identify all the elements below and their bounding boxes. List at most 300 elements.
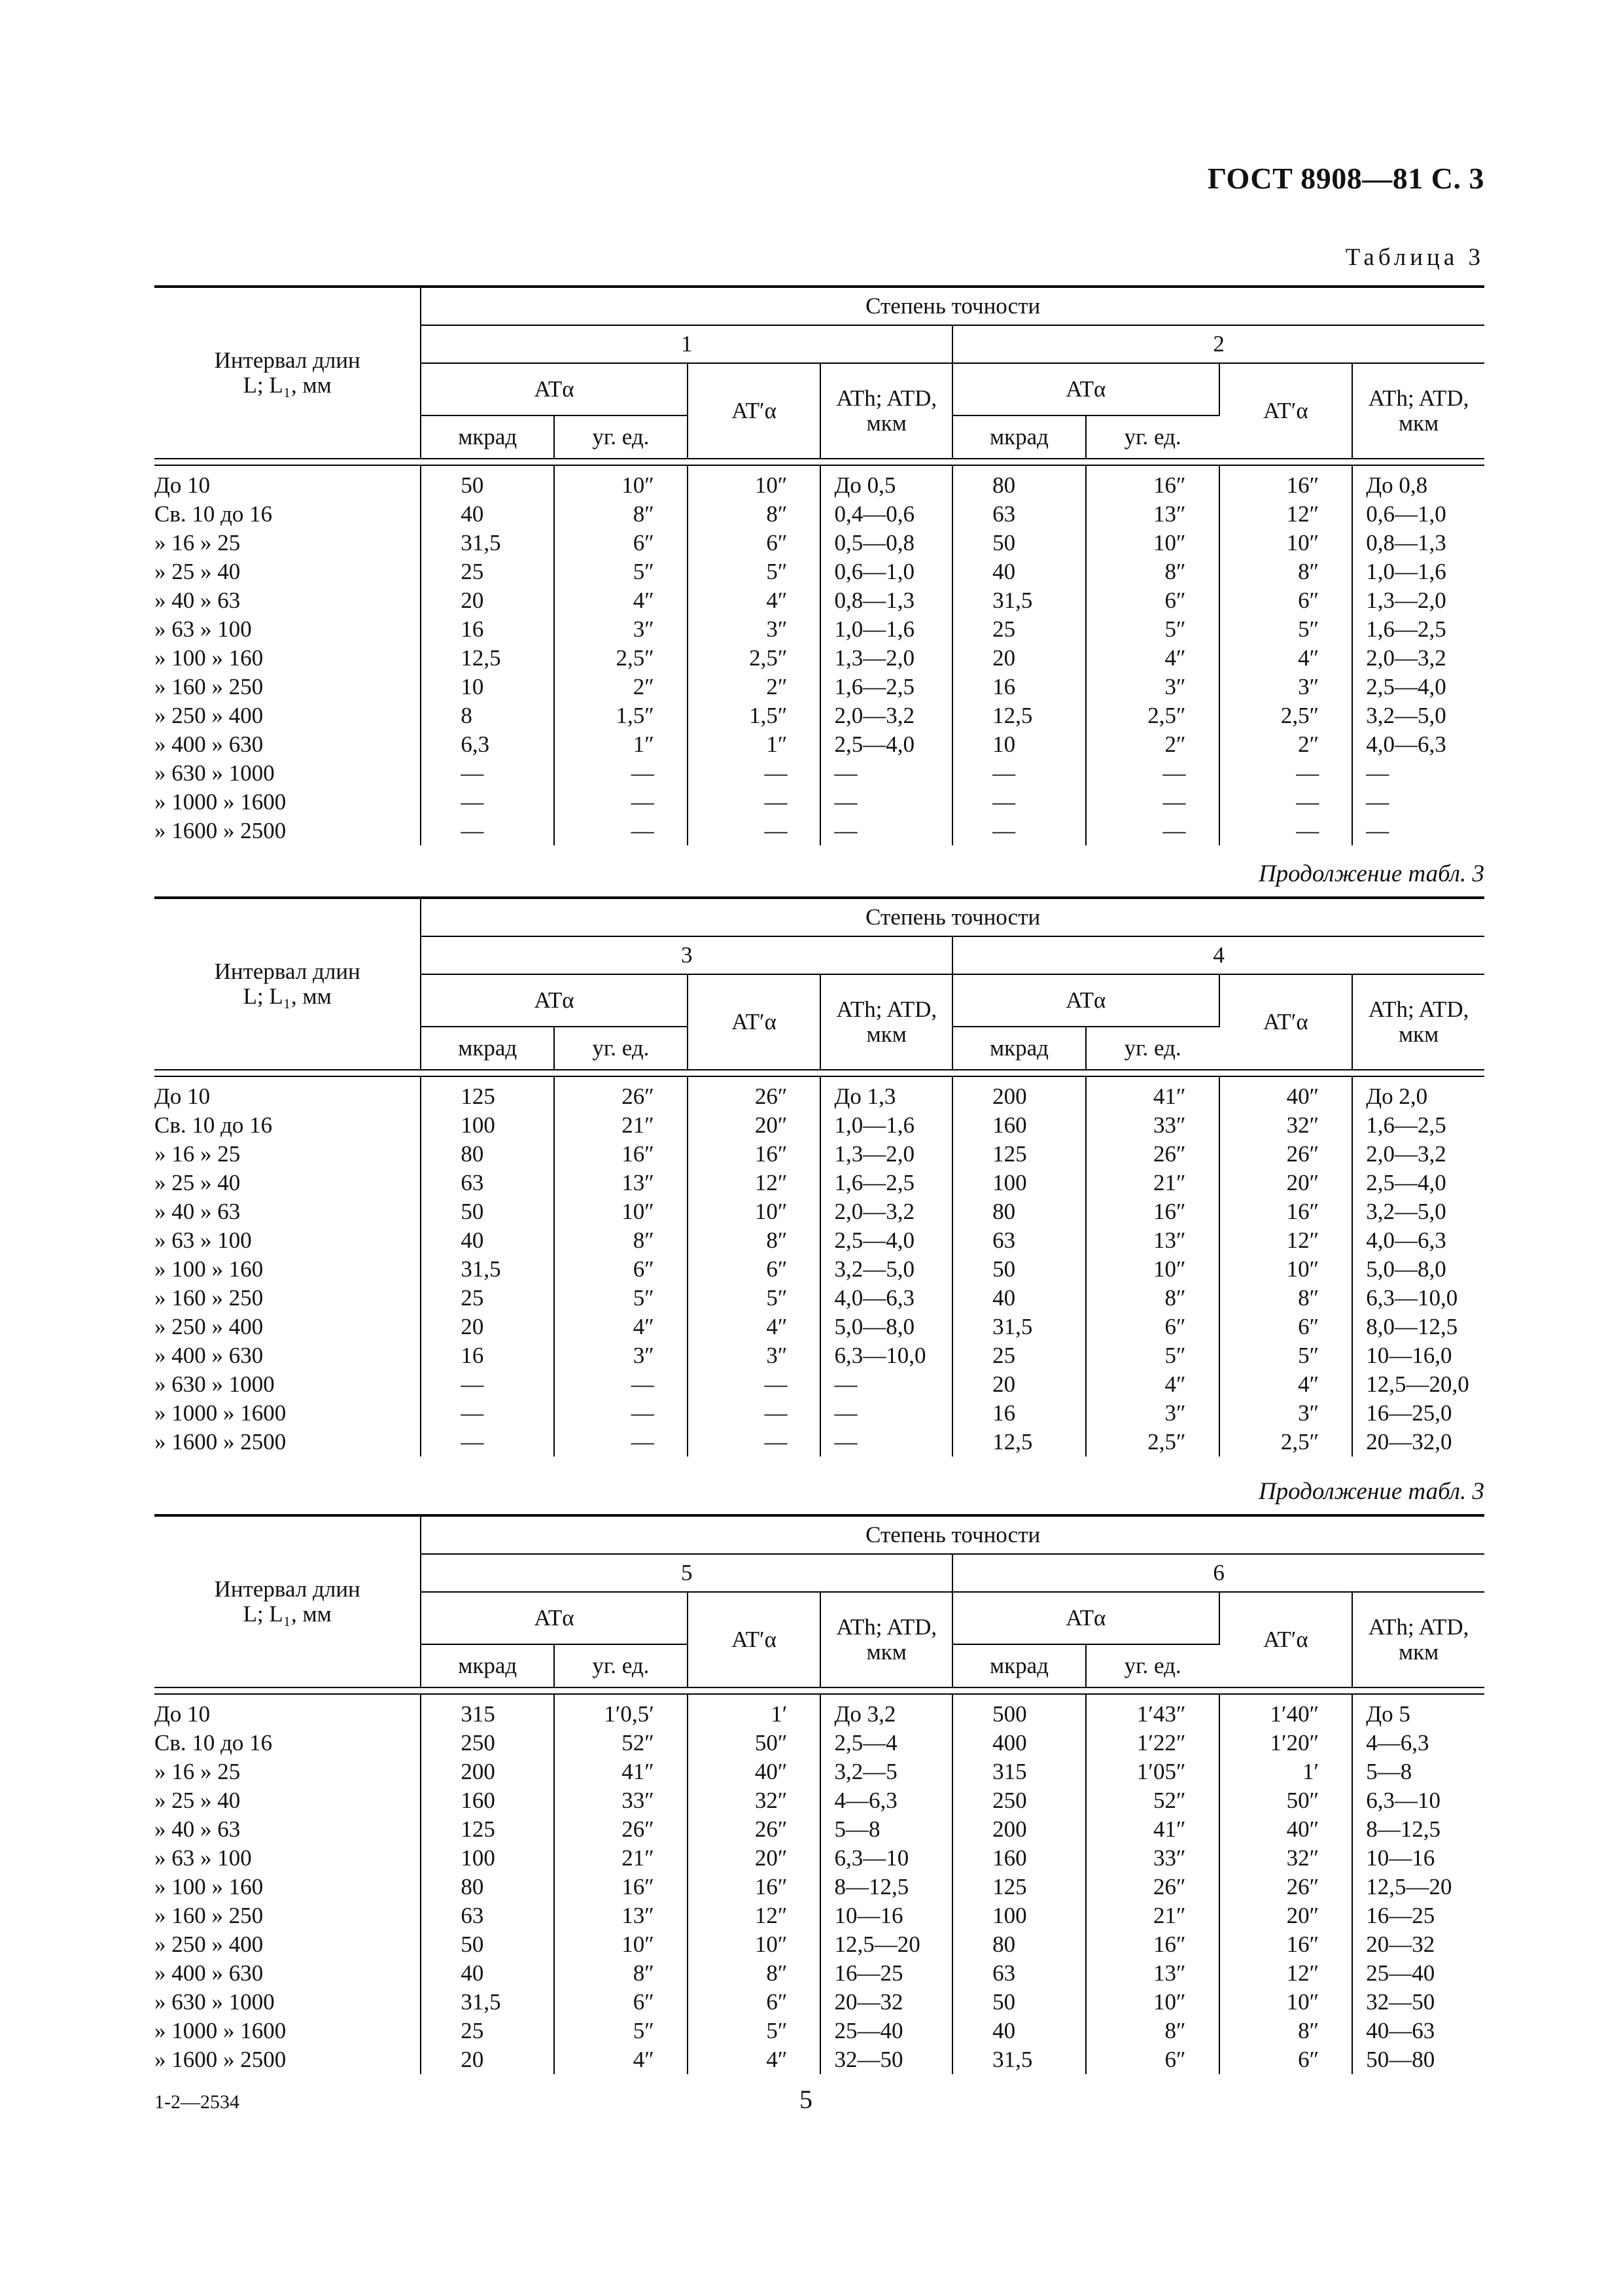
interval-cell: » 630 » 1000	[154, 759, 421, 788]
at-alpha-header	[952, 363, 1219, 415]
at-h-d-header-text: ATh; ATD,	[1368, 385, 1469, 411]
value-cell: 80	[952, 1197, 1086, 1226]
value-cell: 6″	[1219, 1313, 1353, 1341]
table-row	[154, 1694, 1484, 1729]
value-cell: 6,3—10,0	[820, 1341, 952, 1370]
value-cell: 20	[421, 586, 554, 615]
value-cell: 2,5″	[1086, 701, 1219, 730]
value-cell: 20	[952, 1370, 1086, 1399]
at-alpha-prime-header-text: AT′α	[731, 1008, 777, 1034]
value-cell: 6″	[554, 1988, 688, 2017]
page-number: 5	[799, 2085, 812, 2114]
value-cell: 0,6—1,0	[1366, 501, 1446, 527]
at-alpha-header-text: ATα	[534, 1604, 574, 1631]
value-cell: 4—6,3	[820, 1786, 952, 1815]
value-cell: 400	[952, 1729, 1086, 1757]
value-cell: 16	[952, 1399, 1086, 1428]
value-cell: 16″	[1086, 465, 1219, 500]
interval-cell: » 63 » 100	[154, 1844, 421, 1873]
value-cell: 12″	[1219, 500, 1353, 529]
interval-cell: » 1600 » 2500	[154, 1428, 421, 1457]
at-alpha-header	[421, 363, 687, 415]
value-cell: 6,3—10	[820, 1844, 952, 1873]
degree-header-text: Степень точности	[865, 904, 1041, 930]
value-cell: 40	[952, 2017, 1086, 2045]
value-cell: 6″	[688, 529, 821, 557]
value-cell: —	[1086, 759, 1219, 788]
value-cell: —	[820, 1399, 952, 1428]
value-cell: 40″	[1219, 1076, 1353, 1111]
value-cell: 8″	[1086, 557, 1219, 586]
value-cell: —	[554, 759, 688, 788]
value-cell: 5″	[1219, 1341, 1353, 1370]
value-cell: 10—16,0	[1366, 1343, 1452, 1368]
value-cell: —	[1366, 789, 1389, 815]
value-cell: 12,5—20,0	[1366, 1371, 1469, 1397]
value-cell: —	[820, 1428, 952, 1457]
value-cell: 10″	[688, 1197, 821, 1226]
interval-header-text: Интервал длин	[214, 958, 360, 984]
interval-header-text: L; L₁, мм	[243, 1601, 332, 1627]
value-cell: 50	[952, 529, 1086, 557]
table-row	[154, 1844, 1484, 1873]
value-cell: 6″	[1086, 586, 1219, 615]
value-cell: 2,5—4,0	[1366, 1170, 1446, 1195]
value-cell: До 2,0	[1366, 1084, 1428, 1109]
value-cell: 32—50	[820, 2045, 952, 2074]
value-cell: 16	[421, 1341, 554, 1370]
value-cell: 5,0—8,0	[1366, 1256, 1446, 1282]
value-cell: 5″	[554, 1284, 688, 1313]
value-cell: 1′05″	[1086, 1757, 1219, 1786]
at-alpha-prime-header	[688, 1592, 821, 1687]
value-cell: 63	[421, 1901, 554, 1930]
table-row	[154, 586, 1484, 615]
at-alpha-header	[421, 1592, 687, 1644]
value-cell: 80	[421, 1140, 554, 1169]
value-cell: 31,5	[952, 586, 1086, 615]
table-row	[154, 730, 1484, 759]
value-cell: 5″	[688, 1284, 821, 1313]
value-cell: 33″	[1086, 1844, 1219, 1873]
interval-cell: » 630 » 1000	[154, 1988, 421, 2017]
table-row	[154, 759, 1484, 788]
at-alpha-prime-header	[1219, 974, 1353, 1070]
value-cell: 8″	[688, 500, 821, 529]
value-cell: 3″	[688, 615, 821, 644]
value-cell: 2,0—3,2	[820, 701, 952, 730]
table-row	[154, 701, 1484, 730]
value-cell: 5″	[1219, 615, 1353, 644]
value-cell: 1′	[1219, 1757, 1353, 1786]
value-cell: 63	[421, 1169, 554, 1197]
value-cell: —	[688, 1428, 821, 1457]
value-cell: 2,5—4,0	[820, 1226, 952, 1255]
value-cell: 20″	[1219, 1901, 1353, 1930]
value-cell: 13″	[1086, 1226, 1219, 1255]
value-cell: 21″	[1086, 1901, 1219, 1930]
table-row	[154, 557, 1484, 586]
interval-cell: До 10	[154, 465, 421, 500]
value-cell: 10″	[554, 1930, 688, 1959]
value-cell: 63	[952, 1226, 1086, 1255]
value-cell: 40—63	[1366, 2018, 1435, 2043]
table-row	[154, 1815, 1484, 1844]
value-cell: 100	[421, 1111, 554, 1140]
value-cell: 13″	[554, 1169, 688, 1197]
interval-cell: » 100 » 160	[154, 644, 421, 673]
value-cell: 20	[421, 1313, 554, 1341]
ug-ed-header	[1086, 1644, 1219, 1687]
value-cell: —	[421, 788, 554, 817]
value-cell: 40	[421, 500, 554, 529]
value-cell: До 3,2	[820, 1694, 952, 1729]
ug-ed-header	[1086, 1027, 1219, 1070]
value-cell: 0,8—1,3	[1366, 530, 1446, 556]
value-cell: 8″	[688, 1226, 821, 1255]
table-row	[154, 529, 1484, 557]
ug-ed-header-text: уг. ед.	[1124, 1034, 1181, 1061]
value-cell: 2″	[554, 673, 688, 701]
mkrad-header	[952, 1027, 1086, 1070]
value-cell: 0,6—1,0	[820, 557, 952, 586]
value-cell: 8—12,5	[1366, 1816, 1440, 1842]
value-cell: 32″	[1219, 1844, 1353, 1873]
mkrad-header-text: мкрад	[458, 423, 517, 450]
table-row	[154, 1988, 1484, 2017]
table-caption: Таблица 3	[1345, 244, 1484, 271]
at-h-d-header	[1352, 974, 1484, 1070]
value-cell: —	[820, 1370, 952, 1399]
interval-cell: » 160 » 250	[154, 673, 421, 701]
table-row	[154, 1428, 1484, 1457]
table-row	[154, 1255, 1484, 1284]
at-alpha-header-text: ATα	[1066, 987, 1106, 1013]
table-row	[154, 817, 1484, 845]
interval-cell: » 40 » 63	[154, 1197, 421, 1226]
interval-cell: » 25 » 40	[154, 1786, 421, 1815]
at-alpha-prime-header-text: AT′α	[1263, 397, 1308, 423]
value-cell: 25	[952, 615, 1086, 644]
value-cell: 6″	[1219, 586, 1353, 615]
value-cell: 32″	[1219, 1111, 1353, 1140]
value-cell: 6″	[688, 1988, 821, 2017]
interval-cell: » 250 » 400	[154, 1930, 421, 1959]
table-row	[154, 1140, 1484, 1169]
value-cell: 26″	[554, 1815, 688, 1844]
value-cell: 40	[952, 557, 1086, 586]
value-cell: —	[1219, 759, 1353, 788]
at-h-d-header-text: мкм	[866, 1639, 907, 1665]
value-cell: 80	[952, 1930, 1086, 1959]
table-row	[154, 1959, 1484, 1988]
value-cell: 8″	[1219, 1284, 1353, 1313]
mkrad-header-text: мкрад	[989, 1652, 1049, 1678]
interval-cell: » 1000 » 1600	[154, 2017, 421, 2045]
value-cell: 6″	[1086, 1313, 1219, 1341]
value-cell: 3,2—5,0	[820, 1255, 952, 1284]
interval-cell: » 400 » 630	[154, 1341, 421, 1370]
interval-cell: » 1000 » 1600	[154, 1399, 421, 1428]
value-cell: 10″	[1086, 529, 1219, 557]
value-cell: 41″	[1086, 1076, 1219, 1111]
table-continuation-caption: Продолжение табл. 3	[1258, 860, 1484, 887]
value-cell: 5—8	[1366, 1759, 1412, 1784]
value-cell: До 0,8	[1366, 472, 1428, 498]
ug-ed-header	[554, 1027, 688, 1070]
interval-header	[154, 898, 421, 1070]
degree-header	[421, 287, 1484, 325]
value-cell: 4—6,3	[1366, 1730, 1429, 1756]
degree-number	[421, 1554, 952, 1592]
tolerance-table-2	[154, 896, 1484, 1457]
table-row	[154, 1873, 1484, 1901]
value-cell: 5″	[1086, 615, 1219, 644]
value-cell: 16	[952, 673, 1086, 701]
value-cell: —	[820, 788, 952, 817]
value-cell: 6,3	[421, 730, 554, 759]
value-cell: 10″	[1219, 1988, 1353, 2017]
interval-cell: » 16 » 25	[154, 1140, 421, 1169]
degree-number-text: 4	[1213, 942, 1225, 968]
interval-cell: » 250 » 400	[154, 1313, 421, 1341]
value-cell: —	[952, 817, 1086, 845]
at-h-d-header	[1352, 363, 1484, 459]
value-cell: 8	[421, 701, 554, 730]
at-alpha-header-text: ATα	[1066, 1604, 1106, 1631]
ug-ed-header	[1086, 415, 1219, 459]
value-cell: 2,0—3,2	[820, 1197, 952, 1226]
value-cell: 1′20″	[1219, 1729, 1353, 1757]
at-alpha-prime-header	[1219, 363, 1353, 459]
value-cell: 6″	[1086, 2045, 1219, 2074]
value-cell: 12″	[1219, 1226, 1353, 1255]
interval-cell: » 100 » 160	[154, 1873, 421, 1901]
value-cell: 315	[421, 1694, 554, 1729]
interval-cell: » 250 » 400	[154, 701, 421, 730]
value-cell: 8″	[1219, 557, 1353, 586]
interval-header-text: Интервал длин	[214, 1576, 360, 1602]
table-row	[154, 1341, 1484, 1370]
value-cell: —	[952, 759, 1086, 788]
value-cell: 12,5—20	[820, 1930, 952, 1959]
interval-header-text: L; L₁, мм	[243, 372, 332, 398]
value-cell: 2,5″	[1219, 1428, 1353, 1457]
value-cell: 10″	[554, 465, 688, 500]
value-cell: 6″	[688, 1255, 821, 1284]
interval-cell: » 16 » 25	[154, 1757, 421, 1786]
value-cell: 13″	[554, 1901, 688, 1930]
value-cell: 10—16	[820, 1901, 952, 1930]
value-cell: 12″	[688, 1901, 821, 1930]
ug-ed-header-text: уг. ед.	[592, 1034, 650, 1061]
value-cell: 5″	[1086, 1341, 1219, 1370]
value-cell: 5″	[554, 557, 688, 586]
value-cell: —	[688, 817, 821, 845]
table-row	[154, 1226, 1484, 1255]
value-cell: —	[1366, 760, 1389, 786]
value-cell: 50	[421, 465, 554, 500]
value-cell: —	[421, 759, 554, 788]
header-separator	[154, 1687, 1484, 1694]
value-cell: 125	[952, 1140, 1086, 1169]
interval-header-text: Интервал длин	[214, 347, 360, 373]
value-cell: До 0,5	[820, 465, 952, 500]
value-cell: 50—80	[1366, 2047, 1435, 2072]
value-cell: 31,5	[421, 1988, 554, 2017]
at-h-d-header	[820, 974, 952, 1070]
value-cell: 315	[952, 1757, 1086, 1786]
degree-number-text: 6	[1213, 1559, 1225, 1585]
value-cell: 40	[952, 1284, 1086, 1313]
mkrad-header	[421, 1027, 554, 1070]
value-cell: 31,5	[421, 1255, 554, 1284]
at-h-d-header-text: ATh; ATD,	[1368, 1614, 1469, 1640]
table-row	[154, 1399, 1484, 1428]
interval-cell: » 160 » 250	[154, 1901, 421, 1930]
value-cell: 25	[421, 2017, 554, 2045]
value-cell: 2,5—4,0	[1366, 674, 1446, 699]
at-h-d-header	[820, 1592, 952, 1687]
value-cell: 4″	[688, 1313, 821, 1341]
table-row	[154, 673, 1484, 701]
value-cell: 4,0—6,3	[1366, 1227, 1446, 1253]
degree-number	[952, 936, 1484, 974]
value-cell: 5,0—8,0	[820, 1313, 952, 1341]
value-cell: 12″	[1219, 1959, 1353, 1988]
value-cell: 40″	[1219, 1815, 1353, 1844]
ug-ed-header-text: уг. ед.	[592, 423, 650, 450]
value-cell: 10″	[1086, 1255, 1219, 1284]
value-cell: 31,5	[421, 529, 554, 557]
value-cell: 10—16	[1366, 1845, 1435, 1871]
degree-header-text: Степень точности	[865, 292, 1041, 319]
value-cell: 6,3—10,0	[1366, 1285, 1458, 1311]
value-cell: 10″	[554, 1197, 688, 1226]
degree-number	[421, 936, 952, 974]
value-cell: 3″	[554, 615, 688, 644]
value-cell: 10	[952, 730, 1086, 759]
value-cell: 5—8	[820, 1815, 952, 1844]
value-cell: 16″	[554, 1140, 688, 1169]
ug-ed-header-text: уг. ед.	[592, 1652, 650, 1678]
value-cell: 41″	[1086, 1815, 1219, 1844]
value-cell: —	[688, 1399, 821, 1428]
table-row	[154, 1930, 1484, 1959]
value-cell: —	[952, 788, 1086, 817]
value-cell: 41″	[554, 1757, 688, 1786]
value-cell: —	[421, 1428, 554, 1457]
value-cell: 16—25	[820, 1959, 952, 1988]
ug-ed-header-text: уг. ед.	[1124, 423, 1181, 450]
degree-number	[952, 325, 1484, 363]
value-cell: 4″	[554, 586, 688, 615]
value-cell: —	[421, 1370, 554, 1399]
value-cell: 8″	[554, 1226, 688, 1255]
value-cell: 32″	[688, 1786, 821, 1815]
mkrad-header	[421, 415, 554, 459]
value-cell: 10″	[1219, 529, 1353, 557]
value-cell: 4,0—6,3	[1366, 732, 1446, 757]
value-cell: 5″	[554, 2017, 688, 2045]
interval-cell: До 10	[154, 1694, 421, 1729]
value-cell: 80	[421, 1873, 554, 1901]
interval-header-text: L; L₁, мм	[243, 983, 332, 1009]
value-cell: 5″	[688, 557, 821, 586]
value-cell: 2″	[1219, 730, 1353, 759]
value-cell: —	[554, 788, 688, 817]
at-alpha-header-text: ATα	[534, 376, 574, 402]
value-cell: 21″	[554, 1111, 688, 1140]
value-cell: 200	[952, 1076, 1086, 1111]
value-cell: 1,3—2,0	[820, 644, 952, 673]
value-cell: —	[688, 1370, 821, 1399]
value-cell: —	[688, 759, 821, 788]
interval-cell: Св. 10 до 16	[154, 500, 421, 529]
value-cell: 100	[952, 1169, 1086, 1197]
value-cell: 21″	[1086, 1169, 1219, 1197]
value-cell: 100	[421, 1844, 554, 1873]
at-alpha-prime-header	[688, 974, 821, 1070]
value-cell: 125	[952, 1873, 1086, 1901]
value-cell: 1,3—2,0	[820, 1140, 952, 1169]
value-cell: —	[1219, 817, 1353, 845]
table-row	[154, 1786, 1484, 1815]
value-cell: 63	[952, 500, 1086, 529]
value-cell: 6″	[554, 529, 688, 557]
interval-cell: » 63 » 100	[154, 615, 421, 644]
table-continuation-caption: Продолжение табл. 3	[1258, 1478, 1484, 1505]
value-cell: 13″	[1086, 1959, 1219, 1988]
value-cell: 1,0—1,6	[820, 1111, 952, 1140]
table-row	[154, 1197, 1484, 1226]
value-cell: 2″	[1086, 730, 1219, 759]
value-cell: 1′43″	[1086, 1694, 1219, 1729]
value-cell: —	[1086, 788, 1219, 817]
value-cell: 500	[952, 1694, 1086, 1729]
at-h-d-header	[1352, 1592, 1484, 1687]
interval-cell: » 25 » 40	[154, 557, 421, 586]
value-cell: 160	[952, 1844, 1086, 1873]
interval-cell: » 630 » 1000	[154, 1370, 421, 1399]
value-cell: 52″	[554, 1729, 688, 1757]
value-cell: —	[820, 759, 952, 788]
value-cell: 4″	[1086, 1370, 1219, 1399]
at-alpha-header-text: ATα	[534, 987, 574, 1013]
value-cell: 10″	[688, 1930, 821, 1959]
value-cell: 4″	[1086, 644, 1219, 673]
value-cell: 16″	[1219, 465, 1353, 500]
value-cell: 12,5—20	[1366, 1874, 1452, 1899]
value-cell: 3″	[1086, 1399, 1219, 1428]
ug-ed-header	[554, 1644, 688, 1687]
value-cell: 2,5″	[554, 644, 688, 673]
degree-number	[952, 1554, 1484, 1592]
value-cell: 20—32	[1366, 1932, 1435, 1957]
value-cell: 20″	[1219, 1169, 1353, 1197]
value-cell: 2,5—4	[820, 1729, 952, 1757]
degree-header	[421, 1515, 1484, 1554]
value-cell: 31,5	[952, 2045, 1086, 2074]
value-cell: 12,5	[421, 644, 554, 673]
table-row	[154, 1076, 1484, 1111]
value-cell: 3″	[1219, 1399, 1353, 1428]
value-cell: 1,0—1,6	[1366, 559, 1446, 584]
table-row	[154, 2017, 1484, 2045]
at-alpha-prime-header-text: AT′α	[1263, 1626, 1308, 1652]
interval-cell: Св. 10 до 16	[154, 1111, 421, 1140]
degree-header-text: Степень точности	[865, 1521, 1041, 1547]
